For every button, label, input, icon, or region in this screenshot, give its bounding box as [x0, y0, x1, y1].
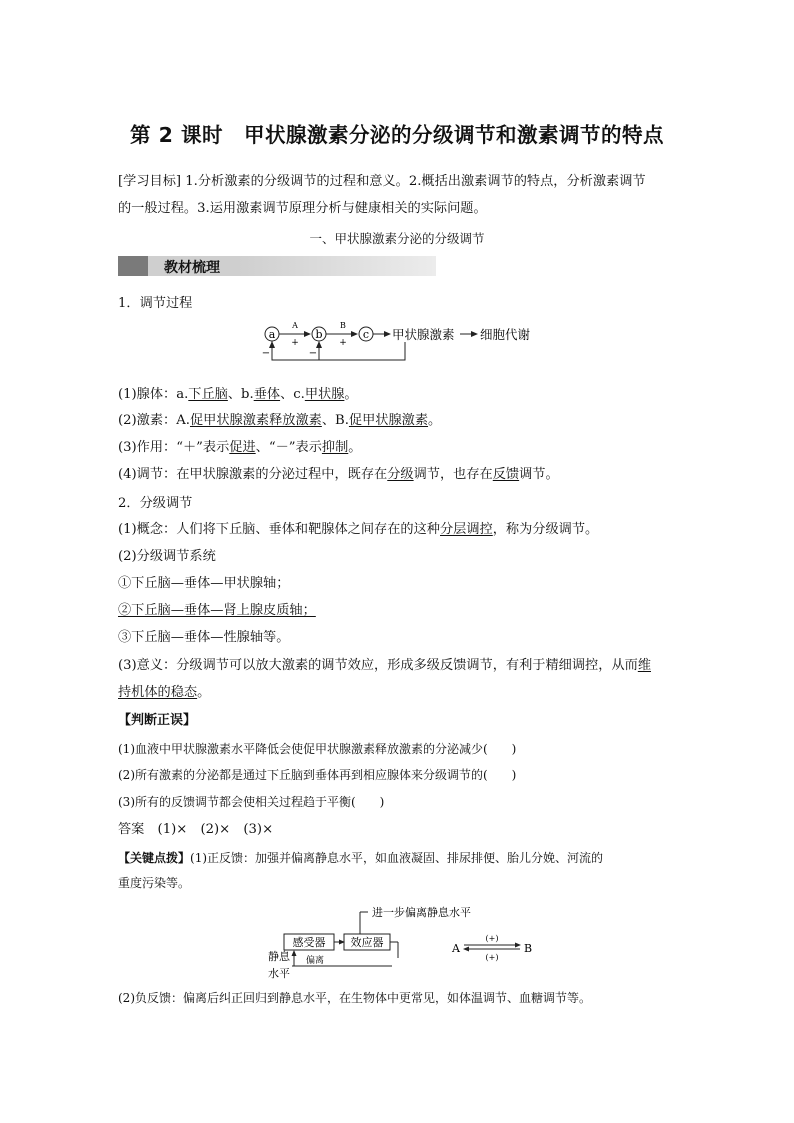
- hormone-A: 促甲状腺激素释放激素: [189, 413, 322, 428]
- gland-sep2: 、c.: [280, 387, 305, 402]
- regulation-line: [118, 465, 678, 485]
- system-title: (2)分级调节系统: [118, 549, 216, 564]
- plus-sign-2: +: [339, 338, 347, 348]
- regulation-process-diagram: [255, 318, 545, 364]
- gland-sep1: 、b.: [227, 387, 254, 402]
- key-title: 【关键点拨】: [118, 851, 191, 865]
- rest-label-1: 静息: [268, 950, 290, 963]
- receptor-label: 感受器: [292, 936, 326, 949]
- judge-1: (1)血液中甲状腺激素水平降低会使促甲状腺激素释放激素的分泌减少( ): [118, 742, 517, 756]
- section-heading: 一、甲状腺激素分泌的分级调节: [309, 231, 485, 246]
- axis-3: ③下丘脑—垂体—性腺轴等。: [118, 630, 290, 645]
- hormone-sep: 、B.: [321, 413, 349, 428]
- concept-line: [118, 520, 678, 540]
- hormone-prefix: (2)激素：A.: [118, 413, 190, 428]
- metabolism-label: 细胞代谢: [480, 327, 531, 342]
- gland-a: 下丘脑: [188, 387, 228, 402]
- gland-line: [118, 385, 678, 405]
- plus-bottom: (+): [485, 953, 499, 962]
- section-banner: [118, 256, 436, 276]
- hormone-label: 甲状腺激素: [392, 327, 455, 342]
- axis-1: ①下丘脑—垂体—甲状腺轴；: [118, 576, 290, 591]
- judge-3: (3)所有的反馈调节都会使相关过程趋于平衡( ): [118, 795, 385, 809]
- label-B: B: [340, 321, 346, 330]
- meaning-end: 。: [197, 685, 211, 700]
- regulation-end: 调节。: [519, 467, 559, 482]
- objectives-label: [学习目标]: [118, 174, 182, 189]
- hormone-B: 促甲状腺激素: [348, 413, 429, 428]
- concept-prefix: (1)概念：人们将下丘脑、垂体和靶腺体之间存在的这种: [118, 522, 440, 537]
- minus-sign-2: −: [308, 348, 318, 359]
- judge-2: (2)所有激素的分泌都是通过下丘脑到垂体再到相应腺体来分级调节的( ): [118, 768, 517, 782]
- meaning-u2: 持机体的稳态: [118, 685, 198, 700]
- objectives-text-2: 的一般过程。3.运用激素调节原理分析与健康相关的实际问题。: [118, 201, 487, 216]
- regulation-prefix: (4)调节：在甲状腺激素的分泌过程中，既存在: [118, 467, 388, 482]
- effect-line: [118, 438, 678, 458]
- further-deviation-label: 进一步偏离静息水平: [372, 906, 471, 919]
- deviate-label: 偏离: [306, 956, 325, 966]
- axis-2: [118, 601, 678, 621]
- hormone-line: [118, 411, 678, 431]
- meaning-line-1: [118, 656, 678, 676]
- concept-underline: 分层调控: [440, 522, 493, 537]
- positive-feedback-diagram: [262, 900, 562, 982]
- node-a-label: a: [268, 328, 276, 341]
- meaning-u1: 维: [637, 658, 651, 673]
- node-B-label: B: [524, 942, 533, 955]
- key-1-text: (1)正反馈：加强并偏离静息水平，如血液凝固、排尿排便、胎儿分娩、河流的: [190, 851, 604, 865]
- gland-b: 垂体: [253, 387, 281, 402]
- judge-title: 【判断正误】: [118, 713, 197, 728]
- gland-end: 。: [344, 387, 358, 402]
- axis-2-text: ②下丘脑—垂体—肾上腺皮质轴；: [118, 603, 316, 618]
- plus-sign-1: +: [291, 338, 299, 348]
- regulation-a: 分级: [387, 467, 414, 482]
- regulation-mid: 调节，也存在: [413, 467, 493, 482]
- meaning-line-2: [118, 683, 678, 703]
- effect-prefix: (3)作用：“＋”表示: [118, 440, 230, 455]
- hormone-end: 。: [428, 413, 442, 428]
- rest-label-2: 水平: [268, 967, 290, 980]
- node-A-label: A: [452, 942, 460, 955]
- regulation-b: 反馈: [492, 467, 520, 482]
- meaning-prefix: (3)意义：分级调节可以放大激素的调节效应，形成多级反馈调节，有利于精细调控，从而: [118, 658, 638, 673]
- banner-label: 教材梳理: [164, 260, 220, 276]
- objectives-text-1: 1.分析激素的分级调节的过程和意义。2.概括出激素调节的特点，分析激素调节: [185, 174, 646, 189]
- effect-minus: 抑制: [321, 440, 349, 455]
- gland-prefix: (1)腺体：a.: [118, 387, 189, 402]
- minus-sign-1: −: [261, 348, 271, 359]
- item-1-heading: 1．调节过程: [118, 296, 193, 311]
- key-point-line-2: 重度污染等。: [118, 876, 191, 890]
- node-c-label: c: [362, 328, 370, 341]
- item-2-heading: 2．分级调节: [118, 496, 193, 511]
- answer-line: 答案 (1)× (2)× (3)×: [118, 822, 274, 837]
- effect-end: 。: [348, 440, 362, 455]
- key-point-2: (2)负反馈：偏离后纠正回归到静息水平，在生物体中更常见，如体温调节、血糖调节等。: [118, 991, 592, 1005]
- effect-plus: 促进: [229, 440, 256, 455]
- label-A: A: [292, 321, 298, 330]
- effector-label: 效应器: [350, 936, 384, 949]
- gland-c: 甲状腺: [304, 387, 345, 402]
- plus-top: (+): [485, 934, 499, 943]
- node-b-label: b: [315, 328, 323, 341]
- learning-objectives-line1: [118, 172, 678, 192]
- effect-mid: 、“－”表示: [255, 440, 322, 455]
- page-title: 第 2 课时 甲状腺激素分泌的分级调节和激素调节的特点: [129, 123, 665, 147]
- key-point-line-1: [118, 848, 678, 868]
- concept-end: ，称为分级调节。: [492, 522, 599, 537]
